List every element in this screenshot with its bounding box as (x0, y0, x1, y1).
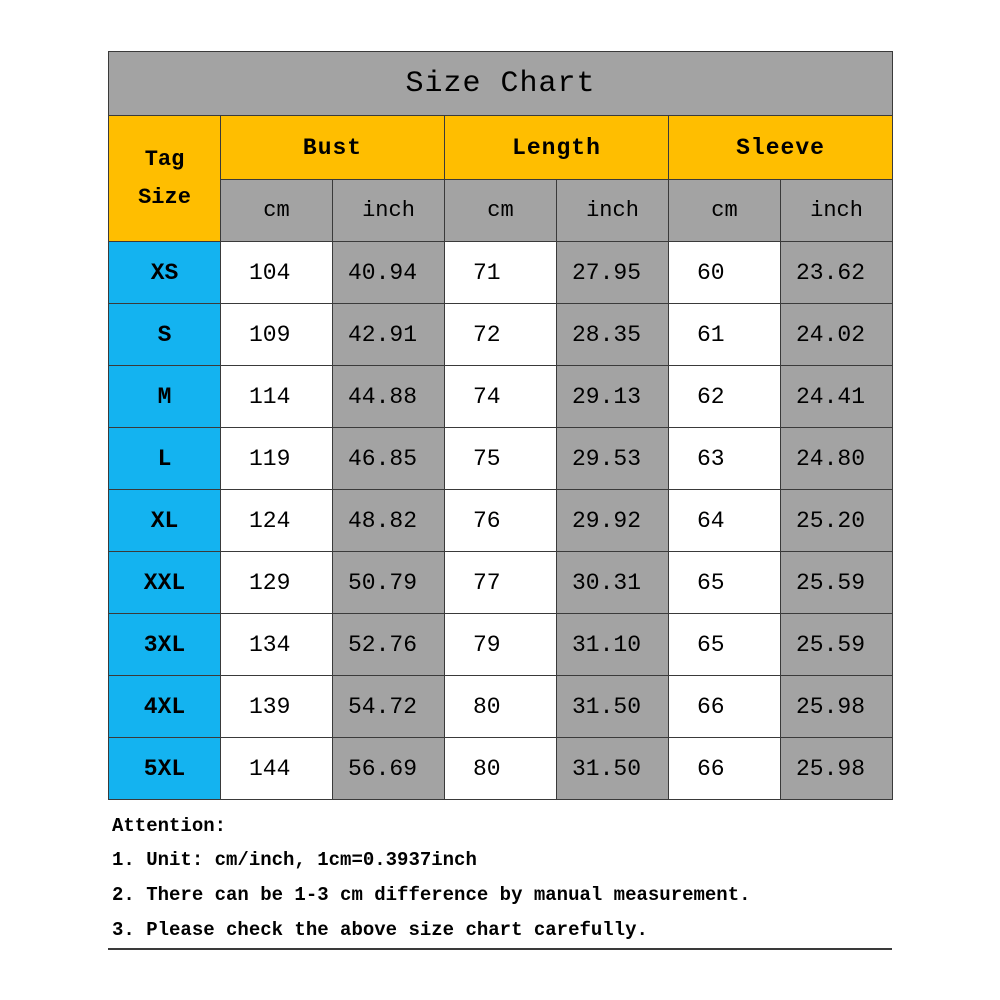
measurement-cell: 104 (221, 242, 333, 304)
size-cell: S (109, 304, 221, 366)
unit-header: cm (221, 180, 333, 242)
measurement-cell: 42.91 (333, 304, 445, 366)
measurement-cell: 25.20 (781, 490, 893, 552)
measurement-cell: 64 (669, 490, 781, 552)
unit-header: cm (669, 180, 781, 242)
unit-header: cm (445, 180, 557, 242)
attention-notes (108, 805, 892, 950)
table-row (109, 304, 893, 366)
measurement-cell: 24.80 (781, 428, 893, 490)
table-row (109, 242, 893, 304)
size-chart-table (108, 51, 893, 800)
tag-size-header (109, 116, 221, 242)
measurement-cell: 119 (221, 428, 333, 490)
chart-title: Size Chart (109, 52, 893, 116)
size-cell: 5XL (109, 738, 221, 800)
sleeve-header: Sleeve (669, 116, 893, 180)
measurement-cell: 80 (445, 676, 557, 738)
measurement-cell: 139 (221, 676, 333, 738)
measurement-cell: 79 (445, 614, 557, 676)
measurement-cell: 25.98 (781, 676, 893, 738)
measurement-cell: 124 (221, 490, 333, 552)
measurement-cell: 30.31 (557, 552, 669, 614)
table-row (109, 490, 893, 552)
length-header: Length (445, 116, 669, 180)
measurement-cell: 46.85 (333, 428, 445, 490)
note-item: 2. There can be 1-3 cm difference by manual measurement. (112, 884, 751, 906)
measurement-cell: 28.35 (557, 304, 669, 366)
measurement-cell: 54.72 (333, 676, 445, 738)
measurement-cell: 62 (669, 366, 781, 428)
measurement-cell: 25.59 (781, 614, 893, 676)
table-row (109, 366, 893, 428)
measurement-cell: 61 (669, 304, 781, 366)
measurement-cell: 27.95 (557, 242, 669, 304)
note-item: 1. Unit: cm/inch, 1cm=0.3937inch (112, 849, 477, 871)
unit-header: inch (781, 180, 893, 242)
size-cell: 4XL (109, 676, 221, 738)
measurement-cell: 77 (445, 552, 557, 614)
size-cell: XXL (109, 552, 221, 614)
tag-label: Tag (144, 146, 185, 172)
measurement-cell: 31.50 (557, 738, 669, 800)
measurement-cell: 109 (221, 304, 333, 366)
table-row (109, 738, 893, 800)
measurement-cell: 24.41 (781, 366, 893, 428)
measurement-cell: 66 (669, 676, 781, 738)
measurement-cell: 25.59 (781, 552, 893, 614)
measurement-cell: 50.79 (333, 552, 445, 614)
measurement-cell: 75 (445, 428, 557, 490)
measurement-cell: 56.69 (333, 738, 445, 800)
size-label: Size (138, 184, 191, 210)
measurement-cell: 29.53 (557, 428, 669, 490)
size-cell: XL (109, 490, 221, 552)
measurement-cell: 114 (221, 366, 333, 428)
size-cell: L (109, 428, 221, 490)
measurement-cell: 80 (445, 738, 557, 800)
measurement-cell: 144 (221, 738, 333, 800)
measurement-cell: 66 (669, 738, 781, 800)
table-row (109, 552, 893, 614)
measurement-cell: 60 (669, 242, 781, 304)
measurement-cell: 63 (669, 428, 781, 490)
measurement-cell: 134 (221, 614, 333, 676)
measurement-cell: 52.76 (333, 614, 445, 676)
measurement-cell: 29.13 (557, 366, 669, 428)
measurement-cell: 65 (669, 614, 781, 676)
measurement-cell: 129 (221, 552, 333, 614)
attention-heading: Attention: (112, 815, 227, 837)
measurement-cell: 44.88 (333, 366, 445, 428)
size-cell: M (109, 366, 221, 428)
measurement-cell: 72 (445, 304, 557, 366)
note-item: 3. Please check the above size chart carefully. (112, 919, 648, 941)
size-cell: 3XL (109, 614, 221, 676)
table-row (109, 428, 893, 490)
measurement-cell: 65 (669, 552, 781, 614)
unit-header: inch (557, 180, 669, 242)
unit-header: inch (333, 180, 445, 242)
measurement-cell: 31.10 (557, 614, 669, 676)
measurement-cell: 48.82 (333, 490, 445, 552)
measurement-cell: 74 (445, 366, 557, 428)
measurement-cell: 31.50 (557, 676, 669, 738)
bust-header: Bust (221, 116, 445, 180)
measurement-cell: 40.94 (333, 242, 445, 304)
measurement-cell: 71 (445, 242, 557, 304)
size-chart (108, 51, 892, 800)
size-cell: XS (109, 242, 221, 304)
table-row (109, 614, 893, 676)
table-row (109, 676, 893, 738)
measurement-cell: 76 (445, 490, 557, 552)
measurement-cell: 24.02 (781, 304, 893, 366)
measurement-cell: 29.92 (557, 490, 669, 552)
measurement-cell: 23.62 (781, 242, 893, 304)
measurement-cell: 25.98 (781, 738, 893, 800)
